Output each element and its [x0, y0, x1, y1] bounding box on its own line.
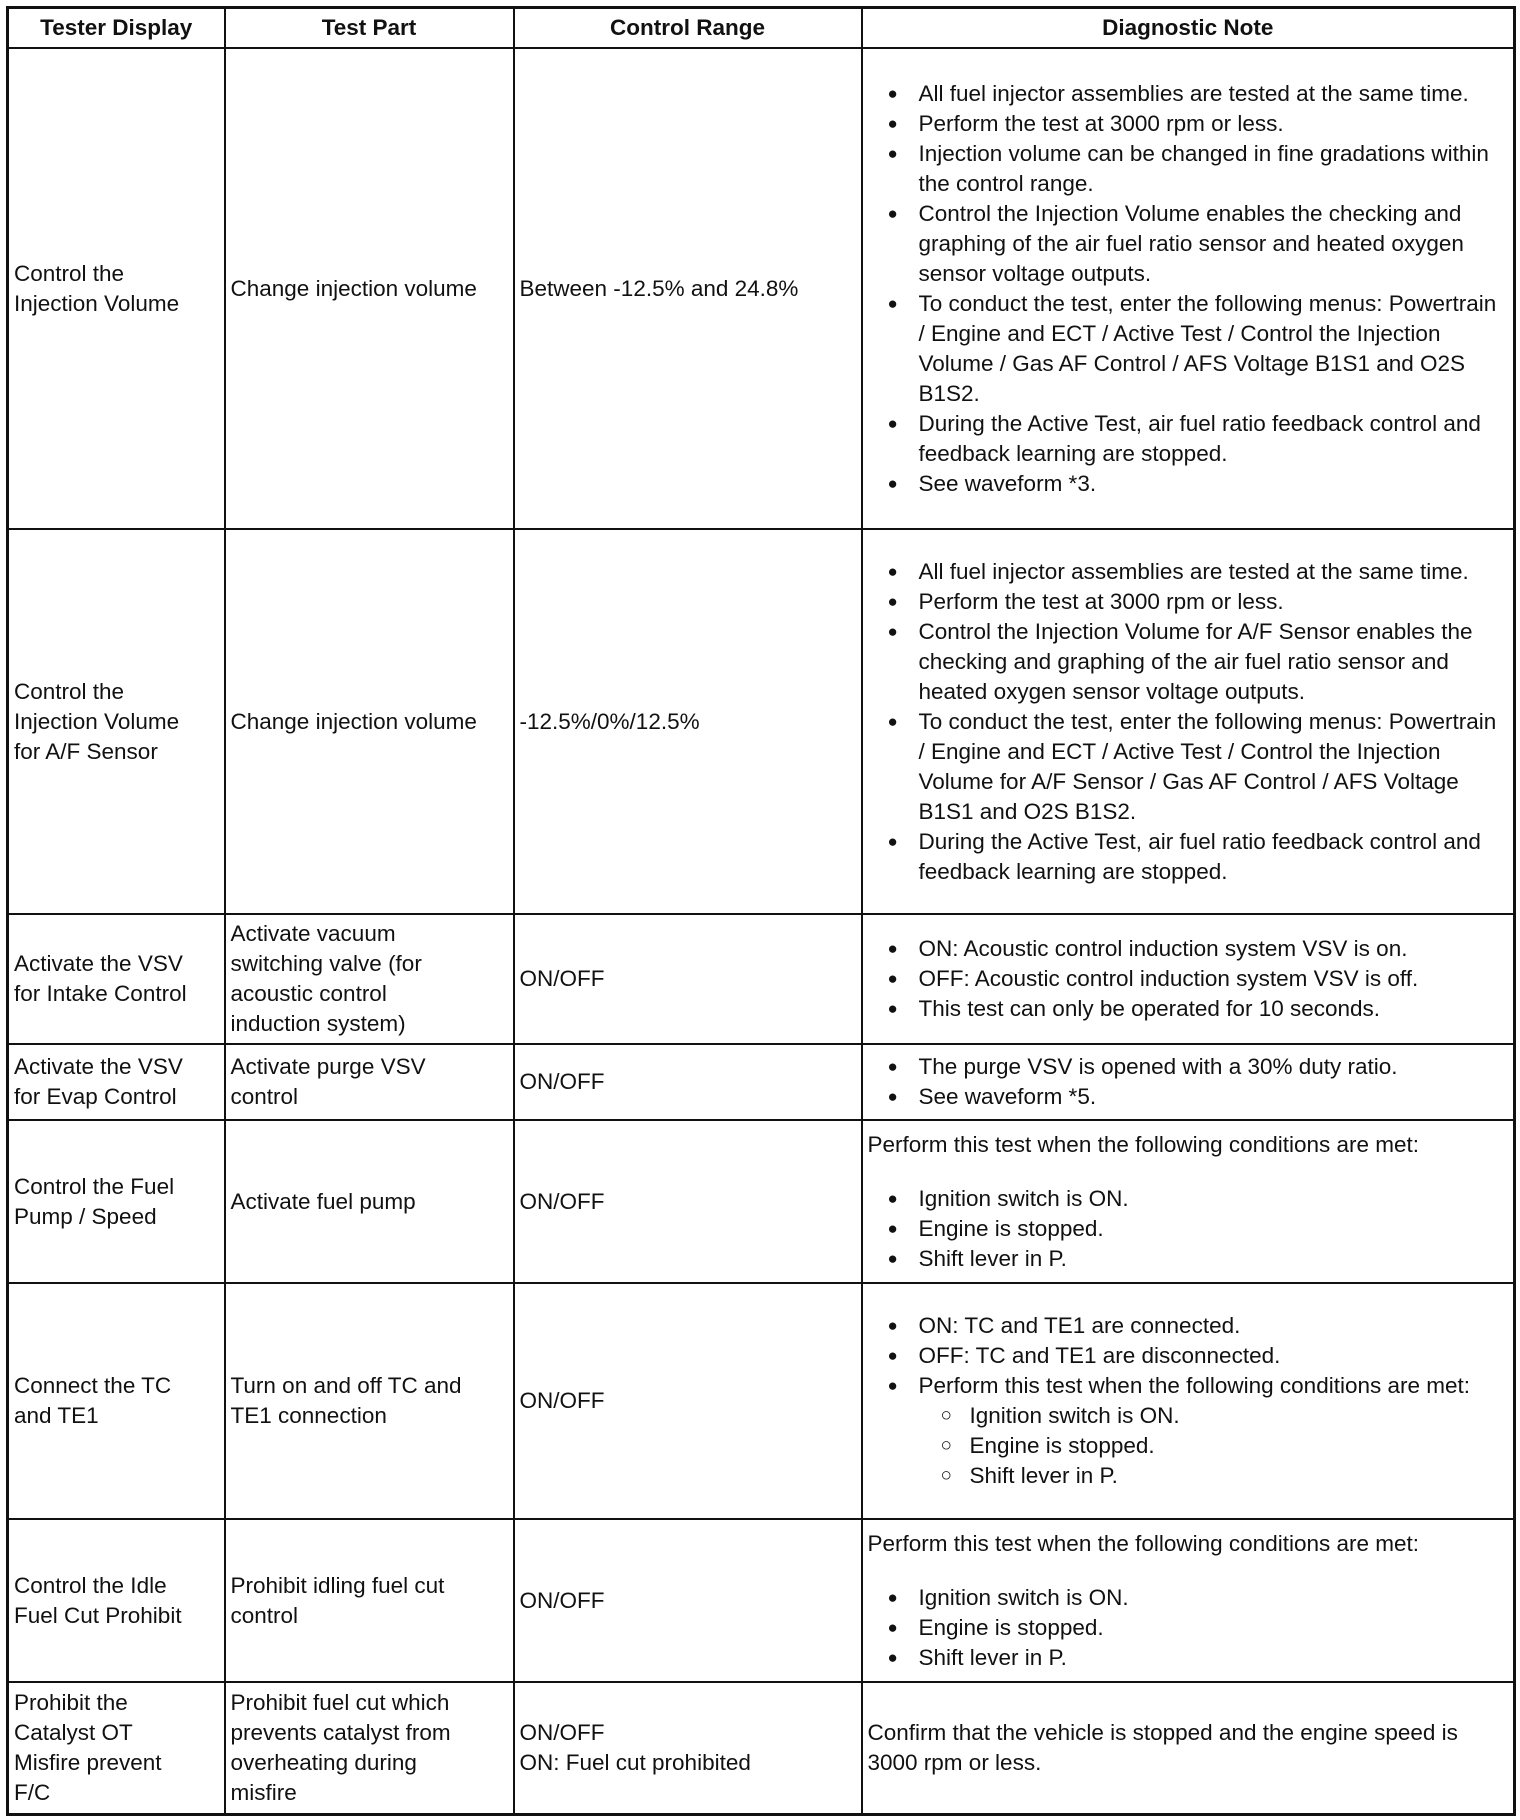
- list-item: ● See waveform *5.: [868, 1082, 1509, 1112]
- sub-list-item: ○ Engine is stopped.: [919, 1431, 1509, 1461]
- diagnostic-note-cell: [862, 1519, 1515, 1682]
- list-item: ● This test can only be operated for 10 seconds.: [868, 994, 1509, 1024]
- test-part-cell: Change injection volume: [225, 48, 514, 529]
- note-list: [868, 1184, 1509, 1274]
- list-item: ● Perform the test at 3000 rpm or less.: [868, 587, 1509, 617]
- sub-list: [919, 1401, 1509, 1491]
- list-item: ● Injection volume can be changed in fine gradations within the control range.: [868, 139, 1509, 199]
- list-item: ● OFF: TC and TE1 are disconnected.: [868, 1341, 1509, 1371]
- table-row: [8, 529, 1515, 914]
- header-tester-display: Tester Display: [8, 8, 225, 49]
- list-item: ● Engine is stopped.: [868, 1613, 1509, 1643]
- control-range-cell: ON/OFF ON: Fuel cut prohibited: [514, 1682, 862, 1814]
- test-part-cell: Change injection volume: [225, 529, 514, 914]
- list-item: ● Control the Injection Volume for A/F Sensor enables the checking and graphing of the air fuel ratio sensor and heated oxygen sensor voltage outputs.: [868, 617, 1509, 707]
- list-item: [868, 1371, 1509, 1491]
- table-row: [8, 914, 1515, 1044]
- list-item: ● To conduct the test, enter the following menus: Powertrain / Engine and ECT / Active Test / Control the Injection Volume for A/F Sensor / Gas AF Control / AFS Voltage B1S1 and O2S B1S2.: [868, 707, 1509, 827]
- list-item: ● ON: Acoustic control induction system VSV is on.: [868, 934, 1509, 964]
- list-item: ● See waveform *3.: [868, 469, 1509, 499]
- diagnostic-note-cell: [862, 48, 1515, 529]
- table-row: [8, 1120, 1515, 1283]
- table-row: [8, 1519, 1515, 1682]
- list-item: ● During the Active Test, air fuel ratio feedback control and feedback learning are stopped.: [868, 827, 1509, 887]
- tester-display-cell: Control the Injection Volume for A/F Sensor: [8, 529, 225, 914]
- sub-list-item: ○ Shift lever in P.: [919, 1461, 1509, 1491]
- tester-display-cell: Control the Injection Volume: [8, 48, 225, 529]
- table-row: [8, 48, 1515, 529]
- test-part-cell: Prohibit idling fuel cut control: [225, 1519, 514, 1682]
- tester-display-cell: Activate the VSV for Evap Control: [8, 1044, 225, 1120]
- list-item: ● Control the Injection Volume enables the checking and graphing of the air fuel ratio sensor and heated oxygen sensor voltage outputs.: [868, 199, 1509, 289]
- note-list: [868, 1311, 1509, 1491]
- active-test-table: [6, 6, 1516, 1816]
- table-row: [8, 1044, 1515, 1120]
- test-part-cell: Turn on and off TC and TE1 connection: [225, 1283, 514, 1519]
- list-item: ● Shift lever in P.: [868, 1244, 1509, 1274]
- list-item: ● During the Active Test, air fuel ratio feedback control and feedback learning are stopped.: [868, 409, 1509, 469]
- diagnostic-note-cell: Confirm that the vehicle is stopped and the engine speed is 3000 rpm or less.: [862, 1682, 1515, 1814]
- note-list: [868, 1052, 1509, 1112]
- list-item: ● OFF: Acoustic control induction system VSV is off.: [868, 964, 1509, 994]
- tester-display-cell: Prohibit the Catalyst OT Misfire prevent F/C: [8, 1682, 225, 1814]
- sub-list-item: ○ Ignition switch is ON.: [919, 1401, 1509, 1431]
- list-item: ● All fuel injector assemblies are tested at the same time.: [868, 79, 1509, 109]
- diagnostic-note-cell: [862, 914, 1515, 1044]
- control-range-cell: Between -12.5% and 24.8%: [514, 48, 862, 529]
- test-part-cell: Activate purge VSV control: [225, 1044, 514, 1120]
- control-range-cell: ON/OFF: [514, 1519, 862, 1682]
- note-list: [868, 79, 1509, 499]
- table-row: [8, 1283, 1515, 1519]
- table-row: [8, 1682, 1515, 1814]
- tester-display-cell: Activate the VSV for Intake Control: [8, 914, 225, 1044]
- note-intro: Perform this test when the following conditions are met:: [867, 1131, 1420, 1157]
- note-list: [868, 557, 1509, 887]
- control-range-cell: ON/OFF: [514, 1120, 862, 1283]
- list-item: ● Engine is stopped.: [868, 1214, 1509, 1244]
- control-range-cell: -12.5%/0%/12.5%: [514, 529, 862, 914]
- header-test-part: Test Part: [225, 8, 514, 49]
- diagnostic-note-cell: [862, 1044, 1515, 1120]
- list-item: ● Perform the test at 3000 rpm or less.: [868, 109, 1509, 139]
- note-intro: Perform this test when the following conditions are met:: [867, 1530, 1420, 1556]
- tester-display-cell: Control the Idle Fuel Cut Prohibit: [8, 1519, 225, 1682]
- list-item: ● ON: TC and TE1 are connected.: [868, 1311, 1509, 1341]
- diagnostic-note-cell: [862, 529, 1515, 914]
- note-list: [868, 1583, 1509, 1673]
- diagnostic-note-cell: [862, 1120, 1515, 1283]
- diagnostic-table-container: [6, 6, 1513, 1816]
- control-range-cell: ON/OFF: [514, 914, 862, 1044]
- control-range-cell: ON/OFF: [514, 1044, 862, 1120]
- control-range-cell: ON/OFF: [514, 1283, 862, 1519]
- header-diagnostic-note: Diagnostic Note: [862, 8, 1515, 49]
- list-item: ● Ignition switch is ON.: [868, 1583, 1509, 1613]
- header-control-range: Control Range: [514, 8, 862, 49]
- list-item: ● To conduct the test, enter the following menus: Powertrain / Engine and ECT / Active Test / Control the Injection Volume / Gas AF Control / AFS Voltage B1S1 and O2S B1S2.: [868, 289, 1509, 409]
- tester-display-cell: Connect the TC and TE1: [8, 1283, 225, 1519]
- header-row: [8, 8, 1515, 49]
- list-item: ● All fuel injector assemblies are tested at the same time.: [868, 557, 1509, 587]
- list-item: ● Shift lever in P.: [868, 1643, 1509, 1673]
- note-list: [868, 934, 1509, 1024]
- test-part-cell: Activate vacuum switching valve (for acoustic control induction system): [225, 914, 514, 1044]
- list-item: ● The purge VSV is opened with a 30% duty ratio.: [868, 1052, 1509, 1082]
- list-item-text: Perform this test when the following conditions are met:: [918, 1373, 1471, 1398]
- diagnostic-note-cell: [862, 1283, 1515, 1519]
- test-part-cell: Prohibit fuel cut which prevents catalyst from overheating during misfire: [225, 1682, 514, 1814]
- test-part-cell: Activate fuel pump: [225, 1120, 514, 1283]
- tester-display-cell: Control the Fuel Pump / Speed: [8, 1120, 225, 1283]
- list-item: ● Ignition switch is ON.: [868, 1184, 1509, 1214]
